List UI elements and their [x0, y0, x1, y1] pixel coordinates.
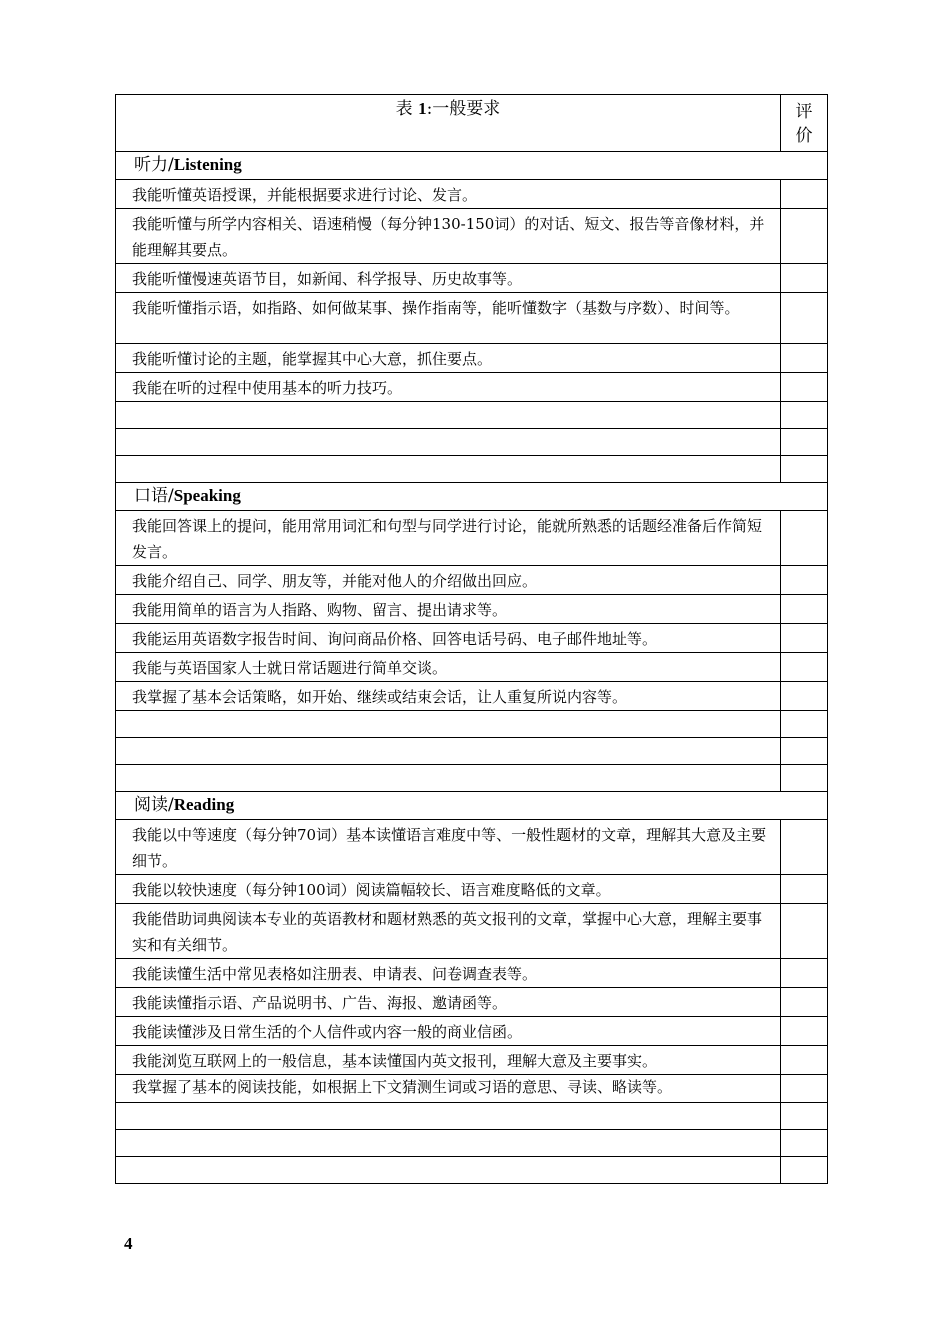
- section-header-speaking: [116, 483, 828, 511]
- table-caption: [116, 95, 781, 152]
- eval-cell[interactable]: [781, 1046, 828, 1075]
- eval-cell[interactable]: [781, 180, 828, 209]
- eval-cell[interactable]: [781, 1075, 828, 1103]
- caption-prefix: 表: [395, 99, 413, 119]
- eval-cell[interactable]: [781, 711, 828, 738]
- eval-cell[interactable]: [781, 624, 828, 653]
- caption-text: :一般要求: [426, 99, 501, 119]
- eval-cell[interactable]: [781, 1017, 828, 1046]
- table-row: 我能用简单的语言为人指路、购物、留言、提出请求等。: [116, 595, 828, 624]
- eval-cell[interactable]: [781, 653, 828, 682]
- section-header-reading: [116, 792, 828, 820]
- table-row: 我能运用英语数字报告时间、询问商品价格、回答电话号码、电子邮件地址等。: [116, 624, 828, 653]
- empty-row: [116, 402, 828, 429]
- eval-cell[interactable]: [781, 566, 828, 595]
- eval-cell[interactable]: [781, 595, 828, 624]
- eval-cell[interactable]: [781, 988, 828, 1017]
- section-header-listening: [116, 152, 828, 180]
- eval-cell[interactable]: [781, 1130, 828, 1157]
- eval-cell[interactable]: [781, 1157, 828, 1184]
- table-row: 我能听懂讨论的主题，能掌握其中心大意，抓住要点。: [116, 344, 828, 373]
- eval-cell[interactable]: [781, 820, 828, 875]
- empty-row: [116, 1157, 828, 1184]
- empty-row: [116, 765, 828, 792]
- eval-cell[interactable]: [781, 373, 828, 402]
- table-row: 我能与英语国家人士就日常话题进行简单交谈。: [116, 653, 828, 682]
- table-row: 我能以中等速度（每分钟70词）基本读懂语言难度中等、一般性题材的文章，理解其大意及主要细节。: [116, 820, 828, 875]
- table-row: 我能听懂英语授课，并能根据要求进行讨论、发言。: [116, 180, 828, 209]
- eval-cell[interactable]: [781, 738, 828, 765]
- eval-cell[interactable]: [781, 765, 828, 792]
- table-row: 我掌握了基本的阅读技能，如根据上下文猜测生词或习语的意思、寻读、略读等。: [116, 1075, 828, 1103]
- section-title: 阅读/Reading: [116, 792, 828, 820]
- eval-cell[interactable]: [781, 264, 828, 293]
- eval-cell[interactable]: [781, 959, 828, 988]
- eval-column-header: 评 价: [781, 95, 828, 152]
- section-title: 听力/Listening: [116, 152, 828, 180]
- eval-cell[interactable]: [781, 904, 828, 959]
- empty-row: [116, 456, 828, 483]
- empty-row: [116, 711, 828, 738]
- table-row: 我能听懂指示语，如指路、如何做某事、操作指南等，能听懂数字（基数与序数）、时间等。: [116, 293, 828, 344]
- empty-row: [116, 429, 828, 456]
- table-row: 我能介绍自己、同学、朋友等，并能对他人的介绍做出回应。: [116, 566, 828, 595]
- eval-cell[interactable]: [781, 682, 828, 711]
- table-row: 我能在听的过程中使用基本的听力技巧。: [116, 373, 828, 402]
- table-row: 我能浏览互联网上的一般信息，基本读懂国内英文报刊，理解大意及主要事实。: [116, 1046, 828, 1075]
- eval-cell[interactable]: [781, 511, 828, 566]
- empty-row: [116, 1130, 828, 1157]
- empty-row: [116, 738, 828, 765]
- table-row: 我能听懂慢速英语节目，如新闻、科学报导、历史故事等。: [116, 264, 828, 293]
- requirements-table: [115, 94, 828, 1184]
- table-row: 我能听懂与所学内容相关、语速稍慢（每分钟130-150词）的对话、短文、报告等音像材料，并能理解其要点。: [116, 209, 828, 264]
- table-row: 我能读懂生活中常见表格如注册表、申请表、问卷调查表等。: [116, 959, 828, 988]
- table-header-row: [116, 95, 828, 152]
- table-row: 我能读懂涉及日常生活的个人信件或内容一般的商业信函。: [116, 1017, 828, 1046]
- eval-cell[interactable]: [781, 293, 828, 344]
- table-row: 我能借助词典阅读本专业的英语教材和题材熟悉的英文报刊的文章，掌握中心大意，理解主要事实和有关细节。: [116, 904, 828, 959]
- eval-cell[interactable]: [781, 402, 828, 429]
- caption-number: 1: [418, 99, 427, 118]
- table-row: 我能回答课上的提问，能用常用词汇和句型与同学进行讨论，能就所熟悉的话题经准备后作简短发言。: [116, 511, 828, 566]
- eval-cell[interactable]: [781, 209, 828, 264]
- table-row: 我掌握了基本会话策略，如开始、继续或结束会话，让人重复所说内容等。: [116, 682, 828, 711]
- empty-row: [116, 1103, 828, 1130]
- eval-cell[interactable]: [781, 429, 828, 456]
- eval-cell[interactable]: [781, 456, 828, 483]
- page-number: 4: [124, 1234, 133, 1253]
- table-row: 我能以较快速度（每分钟100词）阅读篇幅较长、语言难度略低的文章。: [116, 875, 828, 904]
- table-row: 我能读懂指示语、产品说明书、广告、海报、邀请函等。: [116, 988, 828, 1017]
- eval-cell[interactable]: [781, 1103, 828, 1130]
- eval-cell[interactable]: [781, 344, 828, 373]
- eval-cell[interactable]: [781, 875, 828, 904]
- section-title: 口语/Speaking: [116, 483, 828, 511]
